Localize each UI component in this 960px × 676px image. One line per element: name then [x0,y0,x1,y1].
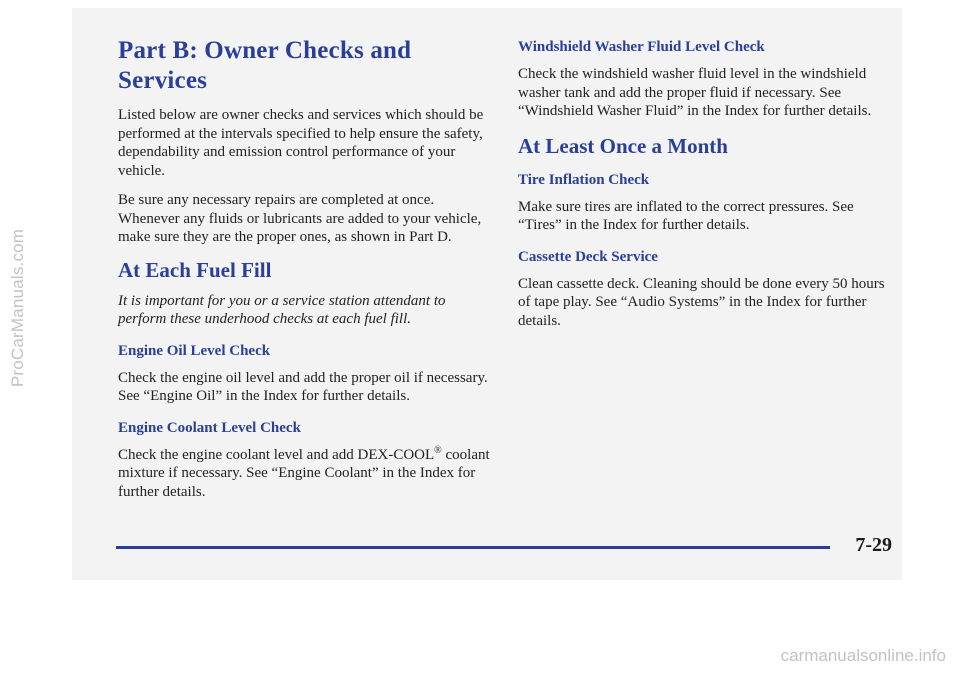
washer-fluid-text: Check the windshield washer fluid level in the windshield washer tank and add the proper fluid if necessary. See “Windshield Washer Fluid” in the Index for further details. [518,66,872,119]
page-number: 7-29 [855,534,892,556]
once-a-month-heading: At Least Once a Month [518,133,728,158]
engine-coolant-text [118,446,490,502]
fuel-fill-heading: At Each Fuel Fill [118,257,272,282]
intro-paragraph-1: Listed below are owner checks and services which should be performed at the intervals specified to help ensure the safety, dependability and emission control performance of your vehicle. [118,107,484,179]
fuel-fill-note: It is important for you or a service station attendant to perform these underhood checks at each fuel fill. [118,292,446,328]
right-column [518,8,894,330]
page-title: Part B: Owner Checks and Services [118,37,412,94]
footer-rule [116,546,830,549]
side-watermark-text: ProCarManuals.com [8,228,27,388]
engine-coolant-heading: Engine Coolant Level Check [118,419,301,436]
washer-fluid-heading: Windshield Washer Fluid Level Check [518,39,765,55]
tire-inflation-text: Make sure tires are inflated to the correct pressures. See “Tires” in the Index for further details. [518,198,854,234]
registered-mark: ® [434,444,442,456]
bottom-watermark: carmanualsonline.info [780,646,946,665]
manual-page [72,8,902,580]
left-column [118,8,490,501]
cassette-deck-heading: Cassette Deck Service [518,248,658,265]
engine-oil-heading: Engine Oil Level Check [118,342,271,359]
side-watermark [4,8,32,608]
coolant-text-start: Check the engine coolant level and add DEX-COOL [118,446,435,463]
cassette-deck-text: Clean cassette deck. Cleaning should be done every 50 hours of tape play. See “Audio Systems” in the Index for further details. [518,275,885,329]
tire-inflation-heading: Tire Inflation Check [518,171,650,188]
intro-paragraph-2: Be sure any necessary repairs are completed at once. Whenever any fluids or lubricants are added to your vehicle, make sure they are the proper ones, as shown in Part D. [118,192,482,245]
engine-oil-text: Check the engine oil level and add the proper oil if necessary. See “Engine Oil” in the Index for further details. [118,369,488,405]
coolant-text-end: coolant mixture if necessary. See “Engine Coolant” in the Index for further details. [118,446,490,500]
